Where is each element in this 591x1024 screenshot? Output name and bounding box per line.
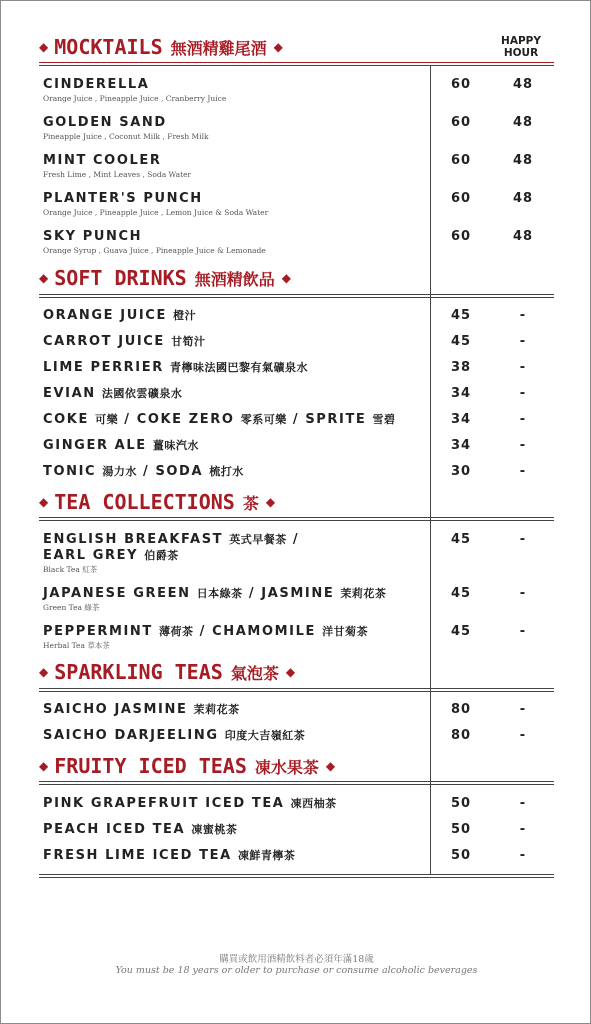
item-description: Herbal Tea 草本茶 <box>43 641 110 650</box>
item-name: SAICHO DARJEELING <box>43 728 219 743</box>
item-name: ENGLISH BREAKFAST <box>43 532 224 547</box>
section-rule <box>39 62 554 66</box>
item-happy-price: - <box>519 386 527 401</box>
item-price: 30 <box>450 464 472 479</box>
diamond-icon: ◆ <box>39 271 49 285</box>
item-name: ORANGE JUICE <box>43 308 167 323</box>
item-happy-price: - <box>519 334 527 349</box>
item-name: TONIC <box>43 464 97 479</box>
menu-item <box>43 308 433 324</box>
item-name: CARROT JUICE <box>43 334 165 349</box>
item-name-zh: 洋甘菊茶 <box>322 625 369 638</box>
item-description: Pineapple Juice , Coconut Milk , Fresh Milk <box>43 132 209 141</box>
menu-item <box>43 438 433 454</box>
section-title-zh: 氣泡茶 <box>230 663 279 683</box>
item-name-zh: 可樂 <box>95 413 119 426</box>
item-name: SAICHO JASMINE <box>43 702 188 717</box>
diamond-icon: ◆ <box>325 759 336 773</box>
item-name-zh: 印度大吉嶺紅茶 <box>224 729 306 742</box>
item-happy-price: - <box>519 464 527 479</box>
section-rule <box>39 688 554 692</box>
item-name: PLANTER'S PUNCH <box>43 191 203 206</box>
item-price: 60 <box>450 115 472 130</box>
item-name-zh: 日本綠茶 <box>196 587 243 600</box>
item-name: COKE <box>43 412 89 427</box>
happy-hour-text: HAPPY HOUR <box>501 35 541 59</box>
item-happy-price: - <box>519 360 527 375</box>
item-happy-price: - <box>519 412 527 427</box>
section-title-en: MOCKTAILS <box>54 35 163 59</box>
menu-item <box>43 822 433 838</box>
item-happy-price: 48 <box>512 153 534 168</box>
section-title-en: FRUITY ICED TEAS <box>54 754 247 778</box>
age-notice-en: You must be 18 years or older to purchase or consume alcoholic beverages <box>115 965 478 976</box>
section-title-zh: 凍水果茶 <box>254 757 319 777</box>
menu-item <box>43 153 433 180</box>
item-name-zh: 凍鮮青檸茶 <box>237 849 296 862</box>
item-name: MINT COOLER <box>43 153 162 168</box>
diamond-icon: ◆ <box>39 665 49 679</box>
item-happy-price: - <box>519 848 527 863</box>
item-name: GINGER ALE <box>43 438 147 453</box>
item-price: 34 <box>450 438 472 453</box>
item-name-zh: 茉莉花茶 <box>340 587 387 600</box>
menu-item <box>43 702 433 718</box>
item-name: GOLDEN SAND <box>43 115 167 130</box>
item-price: 80 <box>450 728 472 743</box>
item-description: Green Tea 綠茶 <box>43 603 100 612</box>
section-title-en: TEA COLLECTIONS <box>54 490 235 514</box>
diamond-icon: ◆ <box>39 495 49 509</box>
diamond-icon: ◆ <box>265 495 276 509</box>
section-title-zh: 無酒精雞尾酒 <box>170 38 267 58</box>
item-happy-price: - <box>519 308 527 323</box>
item-name-zh: 凍蜜桃茶 <box>191 823 238 836</box>
section-title-en: SPARKLING TEAS <box>54 660 223 684</box>
column-divider <box>430 66 431 874</box>
item-price: 50 <box>450 848 472 863</box>
item-happy-price: - <box>519 438 527 453</box>
section-header-sparkling <box>39 659 295 685</box>
item-happy-price: - <box>519 796 527 811</box>
section-header-fruity <box>39 753 335 779</box>
menu-item <box>43 360 433 376</box>
menu-item <box>43 386 433 402</box>
item-description: Fresh Lime , Mint Leaves , Soda Water <box>43 170 192 179</box>
item-price: 60 <box>450 191 472 206</box>
item-name: PEACH ICED TEA <box>43 822 186 837</box>
item-name: / SODA <box>142 464 204 479</box>
menu-item <box>43 586 433 613</box>
item-name: / SPRITE <box>292 412 367 427</box>
item-name: PEPPERMINT <box>43 624 153 639</box>
item-name: EARL GREY <box>43 548 139 563</box>
menu-item <box>43 728 433 744</box>
item-happy-price: 48 <box>512 191 534 206</box>
item-happy-price: 48 <box>512 229 534 244</box>
menu-item <box>43 191 433 218</box>
item-price: 50 <box>450 796 472 811</box>
item-description: Orange Juice , Pineapple Juice , Lemon Juice & Soda Water <box>43 208 269 217</box>
item-name-zh: 茉莉花茶 <box>193 703 240 716</box>
item-name-zh: 雪碧 <box>372 413 396 426</box>
menu-item <box>43 115 433 142</box>
item-price: 60 <box>450 229 472 244</box>
happy-hour-label <box>493 35 549 59</box>
diamond-icon: ◆ <box>39 40 49 54</box>
diamond-icon: ◆ <box>281 271 291 285</box>
item-happy-price: - <box>519 702 527 717</box>
item-name-zh: 伯爵茶 <box>144 549 179 562</box>
item-price: 34 <box>450 412 472 427</box>
section-header-tea <box>39 489 275 515</box>
diamond-icon: ◆ <box>285 665 296 679</box>
bottom-rule <box>39 874 554 878</box>
menu-item <box>43 334 433 350</box>
menu-item <box>43 624 433 651</box>
age-notice-zh: 購買或飲用酒精飲料者必須年滿18歲 <box>219 954 374 965</box>
item-name: FRESH LIME ICED TEA <box>43 848 232 863</box>
item-happy-price: - <box>519 586 527 601</box>
item-price: 34 <box>450 386 472 401</box>
menu-item <box>43 464 433 480</box>
diamond-icon: ◆ <box>39 759 49 773</box>
item-price: 45 <box>450 308 472 323</box>
menu-item <box>43 229 433 256</box>
item-price: 45 <box>450 334 472 349</box>
item-happy-price: - <box>519 728 527 743</box>
item-name: CINDERELLA <box>43 77 150 92</box>
item-name-zh: 法國依雲礦泉水 <box>101 387 183 400</box>
item-name: / JASMINE <box>248 586 335 601</box>
menu-item <box>43 848 433 864</box>
menu-item <box>43 412 433 428</box>
item-name-zh: 薑味汽水 <box>152 439 199 452</box>
item-name: EVIAN <box>43 386 96 401</box>
item-name-zh: 梳打水 <box>209 465 244 478</box>
item-price: 60 <box>450 153 472 168</box>
item-price: 80 <box>450 702 472 717</box>
item-name-zh: 青檸味法國巴黎有氣礦泉水 <box>169 361 308 374</box>
item-happy-price: 48 <box>512 77 534 92</box>
item-price: 45 <box>450 586 472 601</box>
item-name-zh: 薄荷茶 <box>159 625 194 638</box>
menu-item <box>43 532 433 575</box>
section-rule <box>39 781 554 785</box>
item-price: 60 <box>450 77 472 92</box>
section-title-zh: 茶 <box>242 493 259 513</box>
menu-item <box>43 77 433 104</box>
item-happy-price: - <box>519 532 527 547</box>
item-name-zh: 英式早餐茶 <box>229 533 287 546</box>
item-name: / CHAMOMILE <box>199 624 316 639</box>
item-price: 50 <box>450 822 472 837</box>
item-name: PINK GRAPEFRUIT ICED TEA <box>43 796 285 811</box>
item-price: 45 <box>450 532 472 547</box>
item-name: / COKE ZERO <box>124 412 235 427</box>
menu-item <box>43 796 433 812</box>
item-happy-price: - <box>519 624 527 639</box>
item-name: LIME PERRIER <box>43 360 164 375</box>
item-name-zh: 零系可樂 <box>240 413 287 426</box>
item-happy-price: 48 <box>512 115 534 130</box>
item-happy-price: - <box>519 822 527 837</box>
item-name-zh: 湯力水 <box>102 465 137 478</box>
item-name: JAPANESE GREEN <box>43 586 191 601</box>
item-price: 45 <box>450 624 472 639</box>
item-name: / <box>292 532 300 547</box>
section-rule <box>39 517 554 521</box>
item-description: Black Tea 紅茶 <box>43 565 98 574</box>
item-description: Orange Syrup , Guava Juice , Pineapple Juice & Lemonade <box>43 246 266 255</box>
item-price: 38 <box>450 360 472 375</box>
section-rule <box>39 294 554 298</box>
diamond-icon: ◆ <box>273 40 283 54</box>
section-header-soft-drinks <box>39 265 291 291</box>
item-name-zh: 橙汁 <box>173 309 197 322</box>
section-title-zh: 無酒精飲品 <box>194 269 275 289</box>
item-name: SKY PUNCH <box>43 229 143 244</box>
section-title-en: SOFT DRINKS <box>54 266 187 290</box>
item-name-zh: 凍西柚茶 <box>290 797 337 810</box>
item-description: Orange Juice , Pineapple Juice , Cranberry Juice <box>43 94 227 103</box>
section-header-mocktails <box>39 34 283 60</box>
item-name-zh: 甘筍汁 <box>171 335 206 348</box>
